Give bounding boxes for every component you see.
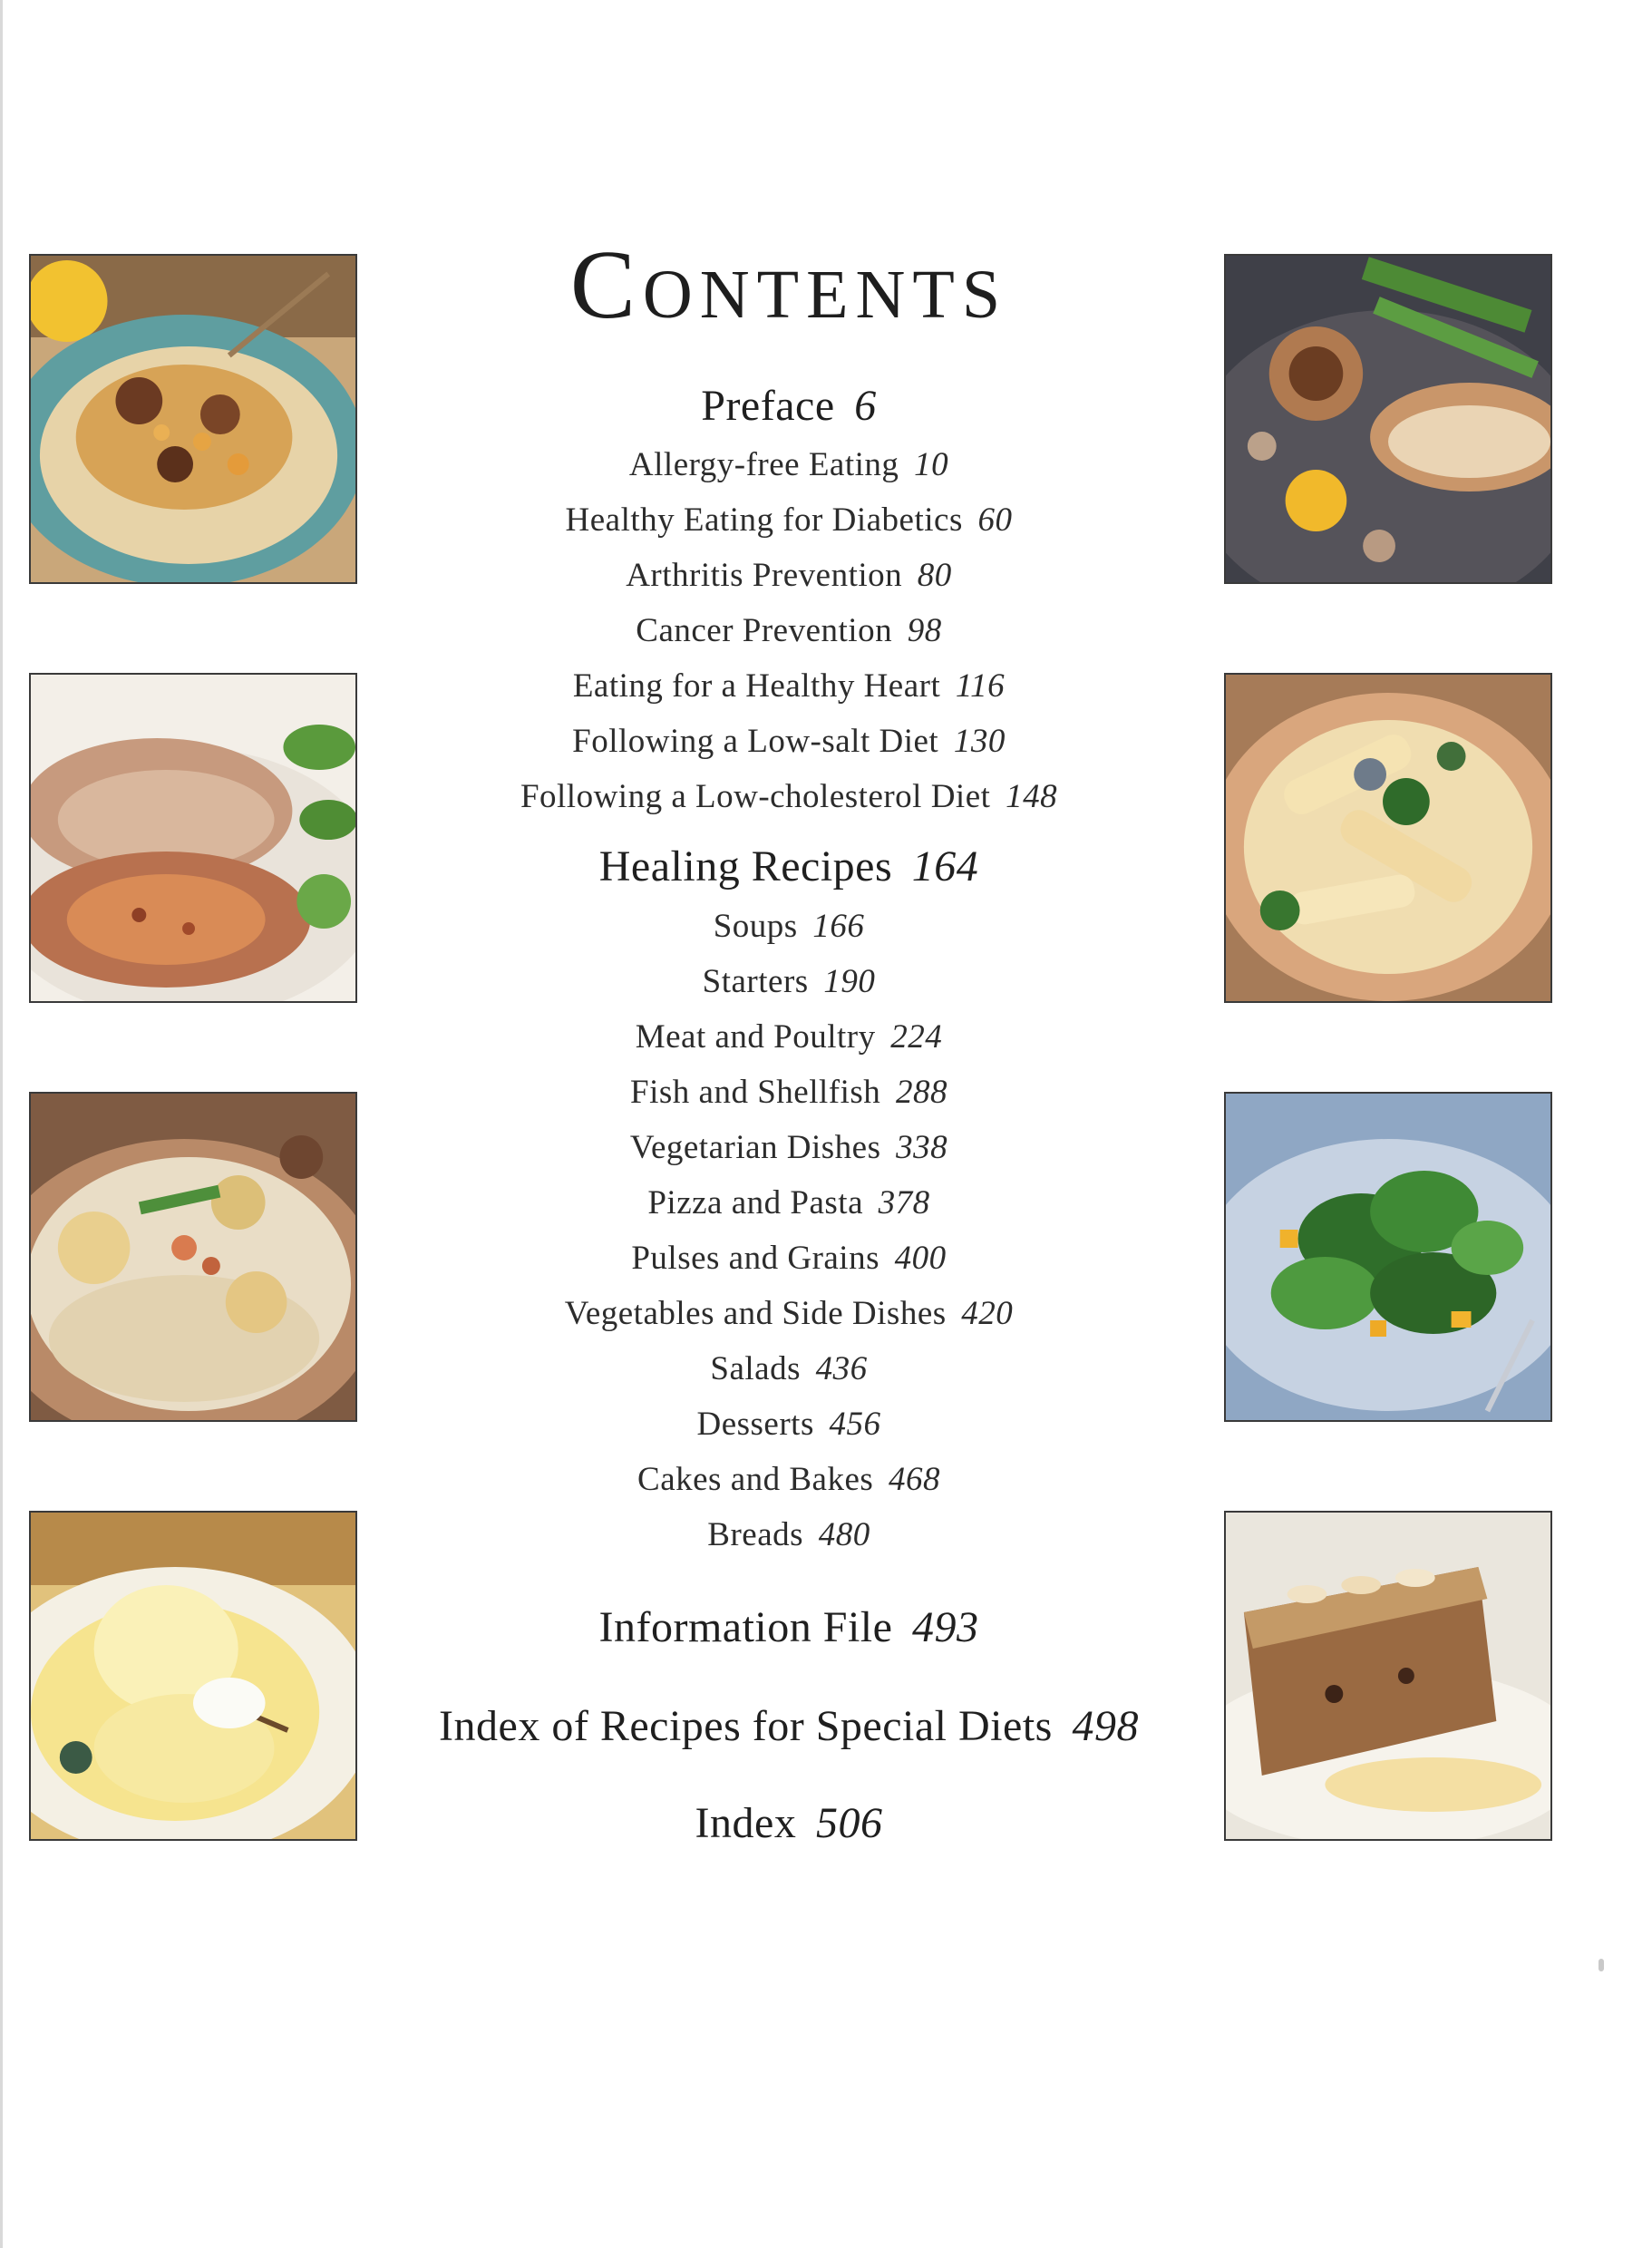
toc-page: 288 bbox=[895, 1074, 947, 1111]
toc-page: 10 bbox=[914, 446, 949, 483]
toc-label: Following a Low-cholesterol Diet bbox=[520, 778, 991, 815]
toc-label: Healing Recipes bbox=[598, 842, 893, 890]
toc-entry-information-file[interactable] bbox=[390, 1602, 1188, 1653]
toc-entry-fish-shellfish[interactable] bbox=[390, 1073, 1188, 1113]
scan-speck bbox=[1599, 1959, 1604, 1971]
toc-page: 400 bbox=[894, 1240, 947, 1277]
toc-entry-breads[interactable] bbox=[390, 1515, 1188, 1555]
toc-label: Pizza and Pasta bbox=[647, 1184, 863, 1221]
toc-label: Vegetarian Dishes bbox=[629, 1129, 881, 1166]
toc-entry-arthritis[interactable] bbox=[390, 556, 1188, 596]
toc-label: Breads bbox=[707, 1516, 804, 1553]
toc-label: Following a Low-salt Diet bbox=[572, 723, 939, 760]
toc-page: 148 bbox=[1006, 778, 1058, 815]
roast-chicken-garlic-photo bbox=[1224, 254, 1552, 584]
toc-page: 338 bbox=[896, 1129, 948, 1166]
toc-label: Arthritis Prevention bbox=[626, 557, 903, 594]
toc-label: Allergy-free Eating bbox=[628, 446, 899, 483]
toc-label: Eating for a Healthy Heart bbox=[572, 667, 941, 705]
toc-entry-low-cholesterol[interactable] bbox=[390, 777, 1188, 817]
toc-entry-preface[interactable] bbox=[390, 381, 1188, 432]
toc-entry-pizza-pasta[interactable] bbox=[390, 1183, 1188, 1223]
toc-page: 468 bbox=[888, 1461, 940, 1498]
toc-label: Salads bbox=[710, 1350, 801, 1387]
toc-label: Pulses and Grains bbox=[631, 1240, 879, 1277]
toc-entry-meat-poultry[interactable] bbox=[390, 1017, 1188, 1057]
curry-bowl-photo bbox=[29, 254, 357, 584]
toc-page: 224 bbox=[890, 1018, 943, 1056]
toc-page: 420 bbox=[961, 1295, 1014, 1332]
toc-label: Preface bbox=[701, 382, 835, 430]
toc-label: Fish and Shellfish bbox=[630, 1074, 881, 1111]
toc-page: 164 bbox=[911, 842, 979, 890]
poached-pear-photo bbox=[29, 1511, 357, 1841]
toc-entry-low-salt[interactable] bbox=[390, 722, 1188, 762]
stuffed-fish-photo bbox=[29, 673, 357, 1003]
toc-entry-vegetarian[interactable] bbox=[390, 1128, 1188, 1168]
toc-entry-vegetables-sides[interactable] bbox=[390, 1294, 1188, 1334]
scan-edge bbox=[0, 0, 3, 2248]
toc-label: Meat and Poultry bbox=[635, 1018, 876, 1056]
toc-entry-index[interactable] bbox=[390, 1798, 1188, 1849]
toc-label: Information File bbox=[598, 1603, 893, 1651]
toc-page: 480 bbox=[818, 1516, 870, 1553]
toc-page: 493 bbox=[912, 1603, 979, 1651]
toc-page: 378 bbox=[878, 1184, 930, 1221]
toc-label: Index of Recipes for Special Diets bbox=[439, 1702, 1053, 1750]
toc-entry-diabetics[interactable] bbox=[390, 501, 1188, 540]
couscous-photo bbox=[29, 1092, 357, 1422]
toc-label: Starters bbox=[702, 963, 809, 1000]
toc-entry-salads[interactable] bbox=[390, 1349, 1188, 1389]
toc-entry-desserts[interactable] bbox=[390, 1405, 1188, 1445]
toc-page: 98 bbox=[907, 612, 942, 649]
toc-page: 80 bbox=[917, 557, 952, 594]
page-title: Contents bbox=[569, 231, 1008, 339]
toc-entry-cancer[interactable] bbox=[390, 611, 1188, 651]
toc-label: Cancer Prevention bbox=[636, 612, 893, 649]
toc-entry-healthy-heart[interactable] bbox=[390, 667, 1188, 706]
toc-entry-special-diets-index[interactable] bbox=[390, 1701, 1188, 1752]
toc-entry-soups[interactable] bbox=[390, 907, 1188, 947]
toc-page: 190 bbox=[823, 963, 876, 1000]
toc-page: 506 bbox=[815, 1799, 883, 1847]
toc-label: Cakes and Bakes bbox=[637, 1461, 874, 1498]
toc-entry-cakes-bakes[interactable] bbox=[390, 1460, 1188, 1500]
toc-entry-pulses-grains[interactable] bbox=[390, 1239, 1188, 1279]
penne-broccoli-photo bbox=[1224, 673, 1552, 1003]
toc-label: Desserts bbox=[696, 1406, 814, 1443]
table-of-contents bbox=[390, 0, 1188, 2248]
toc-entry-healing-recipes[interactable] bbox=[390, 842, 1188, 892]
spinach-salad-photo bbox=[1224, 1092, 1552, 1422]
almond-cake-photo bbox=[1224, 1511, 1552, 1841]
toc-page: 166 bbox=[812, 908, 865, 945]
toc-page: 130 bbox=[953, 723, 1006, 760]
toc-label: Index bbox=[695, 1799, 797, 1847]
toc-page: 498 bbox=[1072, 1702, 1139, 1750]
toc-page: 6 bbox=[854, 382, 877, 430]
toc-page: 60 bbox=[977, 501, 1013, 539]
toc-label: Soups bbox=[713, 908, 798, 945]
toc-entry-starters[interactable] bbox=[390, 962, 1188, 1002]
toc-page: 456 bbox=[829, 1406, 881, 1443]
toc-page: 116 bbox=[955, 667, 1006, 705]
toc-entry-allergy-free-eating[interactable] bbox=[390, 445, 1188, 485]
toc-label: Healthy Eating for Diabetics bbox=[565, 501, 963, 539]
toc-label: Vegetables and Side Dishes bbox=[564, 1295, 947, 1332]
toc-page: 436 bbox=[815, 1350, 868, 1387]
